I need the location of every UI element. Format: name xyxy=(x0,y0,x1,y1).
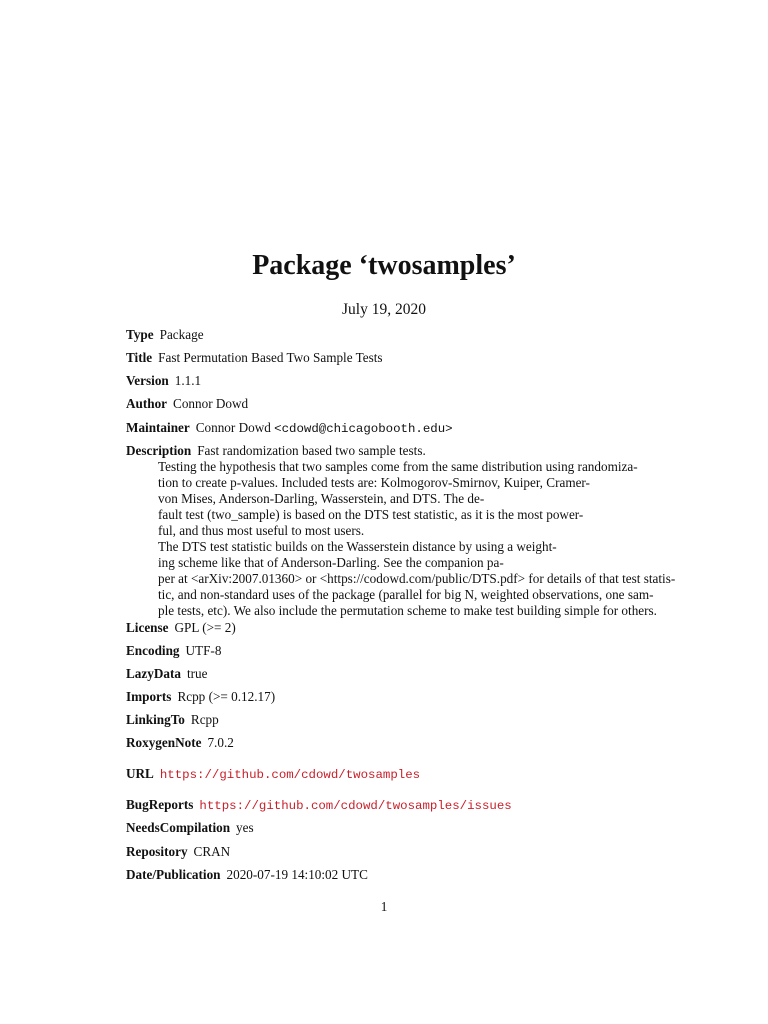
field-value: Rcpp (>= 0.12.17) xyxy=(177,689,276,704)
description-line: fault test (two_sample) is based on the DTS test statistic, as it is the most power- xyxy=(158,507,584,522)
field-needscompilation xyxy=(126,820,254,836)
description-line: von Mises, Anderson-Darling, Wasserstein, and DTS. The de- xyxy=(158,491,485,506)
field-type xyxy=(126,327,204,343)
field-roxygennote xyxy=(126,735,234,751)
description-line: ple tests, etc). We also include the permutation scheme to make test building simple for others. xyxy=(158,603,657,618)
field-key: Date/Publication xyxy=(126,867,221,882)
description-summary: Fast randomization based two sample tests. xyxy=(197,443,426,458)
field-author xyxy=(126,396,248,412)
field-key: LinkingTo xyxy=(126,712,185,727)
field-key: RoxygenNote xyxy=(126,735,202,750)
field-value: Rcpp xyxy=(190,712,219,727)
description-line: ful, and thus most useful to most users. xyxy=(158,523,365,538)
field-key: URL xyxy=(126,766,154,781)
field-lazydata xyxy=(126,666,207,682)
description-line: ing scheme like that of Anderson-Darling. See the companion pa- xyxy=(158,555,504,570)
field-url xyxy=(126,766,420,783)
bugreports-link[interactable]: https://github.com/cdowd/twosamples/issues xyxy=(199,799,512,813)
field-key: Description xyxy=(126,443,192,458)
field-value: 7.0.2 xyxy=(207,735,234,750)
description-line: tion to create p-values. Included tests are: Kolmogorov-Smirnov, Kuiper, Cramer- xyxy=(158,475,590,490)
field-key: Author xyxy=(126,396,168,411)
field-value: yes xyxy=(236,820,254,835)
field-linkingto xyxy=(126,712,219,728)
maintainer-email[interactable]: <cdowd@chicagobooth.edu> xyxy=(274,422,453,436)
field-value: 1.1.1 xyxy=(174,373,202,388)
field-encoding xyxy=(126,643,221,659)
field-value: Connor Dowd xyxy=(173,396,249,411)
field-key: Maintainer xyxy=(126,420,190,435)
maintainer-name: Connor Dowd xyxy=(195,420,271,435)
field-value: Package xyxy=(159,327,204,342)
description-line: The DTS test statistic builds on the Wasserstein distance by using a weight- xyxy=(158,539,557,554)
field-repository xyxy=(126,844,230,860)
field-key: BugReports xyxy=(126,797,194,812)
field-bugreports xyxy=(126,797,512,814)
document-date: July 19, 2020 xyxy=(342,301,426,318)
field-value: CRAN xyxy=(193,844,231,859)
field-key: Type xyxy=(126,327,154,342)
page-number: 1 xyxy=(380,899,388,914)
url-link[interactable]: https://github.com/cdowd/twosamples xyxy=(159,768,421,782)
field-value: UTF-8 xyxy=(185,643,222,658)
field-imports xyxy=(126,689,275,705)
field-key: Encoding xyxy=(126,643,180,658)
field-key: LazyData xyxy=(126,666,181,681)
description-line: tic, and non-standard uses of the package (parallel for big N, weighted observations, one sam- xyxy=(158,587,654,602)
description-line: per at <arXiv:2007.01360> or <https://codowd.com/public/DTS.pdf> for details of that test statis- xyxy=(158,571,676,586)
field-key: Version xyxy=(126,373,169,388)
field-version xyxy=(126,373,201,389)
field-value: 2020-07-19 14:10:02 UTC xyxy=(226,867,368,882)
field-title xyxy=(126,350,383,366)
field-key: NeedsCompilation xyxy=(126,820,231,835)
page-title: Package ‘twosamples’ xyxy=(252,250,516,281)
field-key: Title xyxy=(126,350,153,365)
field-value: Fast Permutation Based Two Sample Tests xyxy=(158,350,383,365)
field-value: GPL (>= 2) xyxy=(174,620,236,635)
field-key: License xyxy=(126,620,169,635)
field-maintainer xyxy=(126,420,453,437)
field-key: Imports xyxy=(126,689,172,704)
field-value: true xyxy=(186,666,208,681)
field-description xyxy=(126,443,426,459)
description-line: Testing the hypothesis that two samples come from the same distribution using randomiza- xyxy=(158,459,638,474)
field-license xyxy=(126,620,236,636)
field-key: Repository xyxy=(126,844,188,859)
field-date-publication xyxy=(126,867,368,883)
